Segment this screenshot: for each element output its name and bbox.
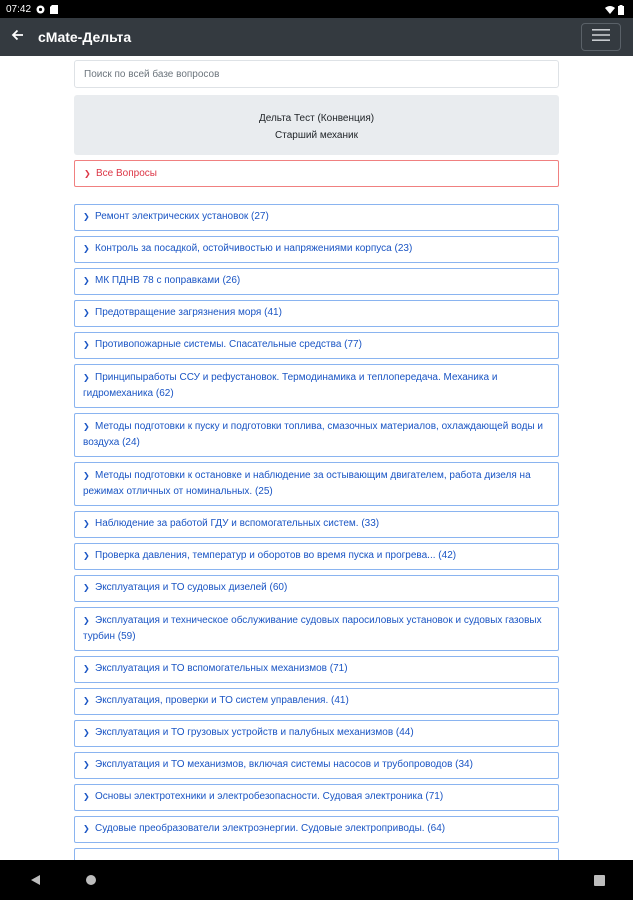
hamburger-icon: [592, 28, 610, 47]
chevron-right-icon: ❯: [83, 519, 90, 528]
category-label: Эксплуатация и техническое обслуживание судовых паросиловых установок и судовых газовых турбин (59): [83, 615, 542, 642]
category-item[interactable]: [74, 268, 559, 295]
chevron-right-icon: ❯: [83, 471, 90, 480]
category-label: Эксплуатация и ТО грузовых устройств и палубных механизмов (44): [95, 727, 414, 738]
test-header: [74, 95, 559, 155]
status-bar: [0, 0, 633, 18]
category-item[interactable]: [74, 204, 559, 231]
category-label: Ремонт электрических установок (27): [95, 211, 269, 222]
all-questions-link[interactable]: [74, 160, 559, 187]
nav-back-button[interactable]: [27, 872, 43, 888]
category-label: Методы подготовки к остановке и наблюдение за остывающим двигателем, работа дизеля на режимах отличных от номинальных. (25): [83, 470, 531, 497]
app-bar: [0, 18, 633, 56]
chevron-right-icon: ❯: [83, 616, 90, 625]
category-item[interactable]: [74, 364, 559, 408]
category-item[interactable]: [74, 720, 559, 747]
category-label: Принципыработы ССУ и рефустановок. Термодинамика и теплопередача. Механика и гидромеханика (62): [83, 372, 498, 399]
category-item[interactable]: [74, 575, 559, 602]
category-item[interactable]: [74, 511, 559, 538]
back-button[interactable]: [0, 18, 34, 56]
category-label: Эксплуатация и ТО судовых дизелей (60): [95, 582, 288, 593]
square-recents-icon: [594, 875, 605, 886]
chevron-right-icon: ❯: [83, 792, 90, 801]
category-item-partial[interactable]: [74, 848, 559, 860]
chevron-right-icon: ❯: [83, 308, 90, 317]
category-label: Эксплуатация и ТО механизмов, включая системы насосов и трубопроводов (34): [95, 759, 473, 770]
category-item[interactable]: [74, 656, 559, 683]
chevron-right-icon: ❯: [83, 244, 90, 253]
circle-home-icon: [85, 874, 97, 886]
chevron-right-icon: ❯: [83, 824, 90, 833]
chevron-right-icon: ❯: [83, 276, 90, 285]
arrow-left-icon: [11, 28, 24, 46]
category-label: Эксплуатация, проверки и ТО систем управления. (41): [95, 695, 349, 706]
category-item[interactable]: [74, 413, 559, 457]
chevron-right-icon: ❯: [83, 212, 90, 221]
test-title: Дельта Тест (Конвенция): [258, 113, 375, 124]
status-time: 07:42: [6, 3, 32, 15]
category-label: Проверка давления, температур и оборотов во время пуска и прогрева... (42): [95, 550, 457, 561]
chevron-right-icon: ❯: [83, 728, 90, 737]
chevron-right-icon: ❯: [83, 664, 90, 673]
category-item[interactable]: [74, 236, 559, 263]
battery-icon: [618, 5, 627, 14]
all-questions-label: Все Вопросы: [96, 168, 157, 179]
main-content: [0, 56, 633, 860]
app-title: cMate-Дельта: [38, 29, 132, 45]
category-label: Методы подготовки к пуску и подготовки топлива, смазочных материалов, охлаждающей воды и воздуха (24): [83, 421, 544, 448]
category-item[interactable]: [74, 752, 559, 779]
chevron-right-icon: ❯: [83, 551, 90, 560]
category-list: [74, 204, 559, 860]
search-input[interactable]: [74, 60, 559, 88]
chevron-right-icon: ❯: [83, 373, 90, 382]
chevron-right-icon: ❯: [84, 169, 91, 178]
nav-home-button[interactable]: [83, 872, 99, 888]
test-subtitle: Старший механик: [275, 130, 358, 141]
chevron-right-icon: ❯: [83, 696, 90, 705]
category-label: Предотвращение загрязнения моря (41): [95, 307, 282, 318]
category-label: Противопожарные системы. Спасательные средства (77): [95, 339, 362, 350]
nav-recents-button[interactable]: [591, 872, 607, 888]
category-item[interactable]: [74, 688, 559, 715]
category-label: Основы электротехники и электробезопасности. Судовая электроника (71): [95, 791, 444, 802]
menu-button[interactable]: [581, 23, 621, 51]
category-item[interactable]: [74, 332, 559, 359]
chevron-right-icon: ❯: [83, 583, 90, 592]
sd-card-icon: [50, 5, 59, 14]
category-item[interactable]: [74, 607, 559, 651]
category-item[interactable]: [74, 543, 559, 570]
category-label: Контроль за посадкой, остойчивостью и напряжениями корпуса (23): [95, 243, 413, 254]
app-notification-icon: [36, 5, 45, 14]
system-nav-bar: [0, 860, 633, 900]
category-item[interactable]: [74, 816, 559, 843]
category-item[interactable]: [74, 462, 559, 506]
chevron-right-icon: ❯: [83, 340, 90, 349]
chevron-right-icon: ❯: [83, 422, 90, 431]
category-label: Судовые преобразователи электроэнергии. Судовые электроприводы. (64): [95, 823, 446, 834]
triangle-back-icon: [30, 874, 41, 886]
chevron-right-icon: ❯: [83, 760, 90, 769]
wifi-icon: [605, 5, 614, 14]
category-item[interactable]: [74, 784, 559, 811]
category-label: МК ПДНВ 78 с поправками (26): [95, 275, 241, 286]
category-label: Наблюдение за работой ГДУ и вспомогательных систем. (33): [95, 518, 380, 529]
category-label: Эксплуатация и ТО вспомогательных механизмов (71): [95, 663, 348, 674]
category-item[interactable]: [74, 300, 559, 327]
